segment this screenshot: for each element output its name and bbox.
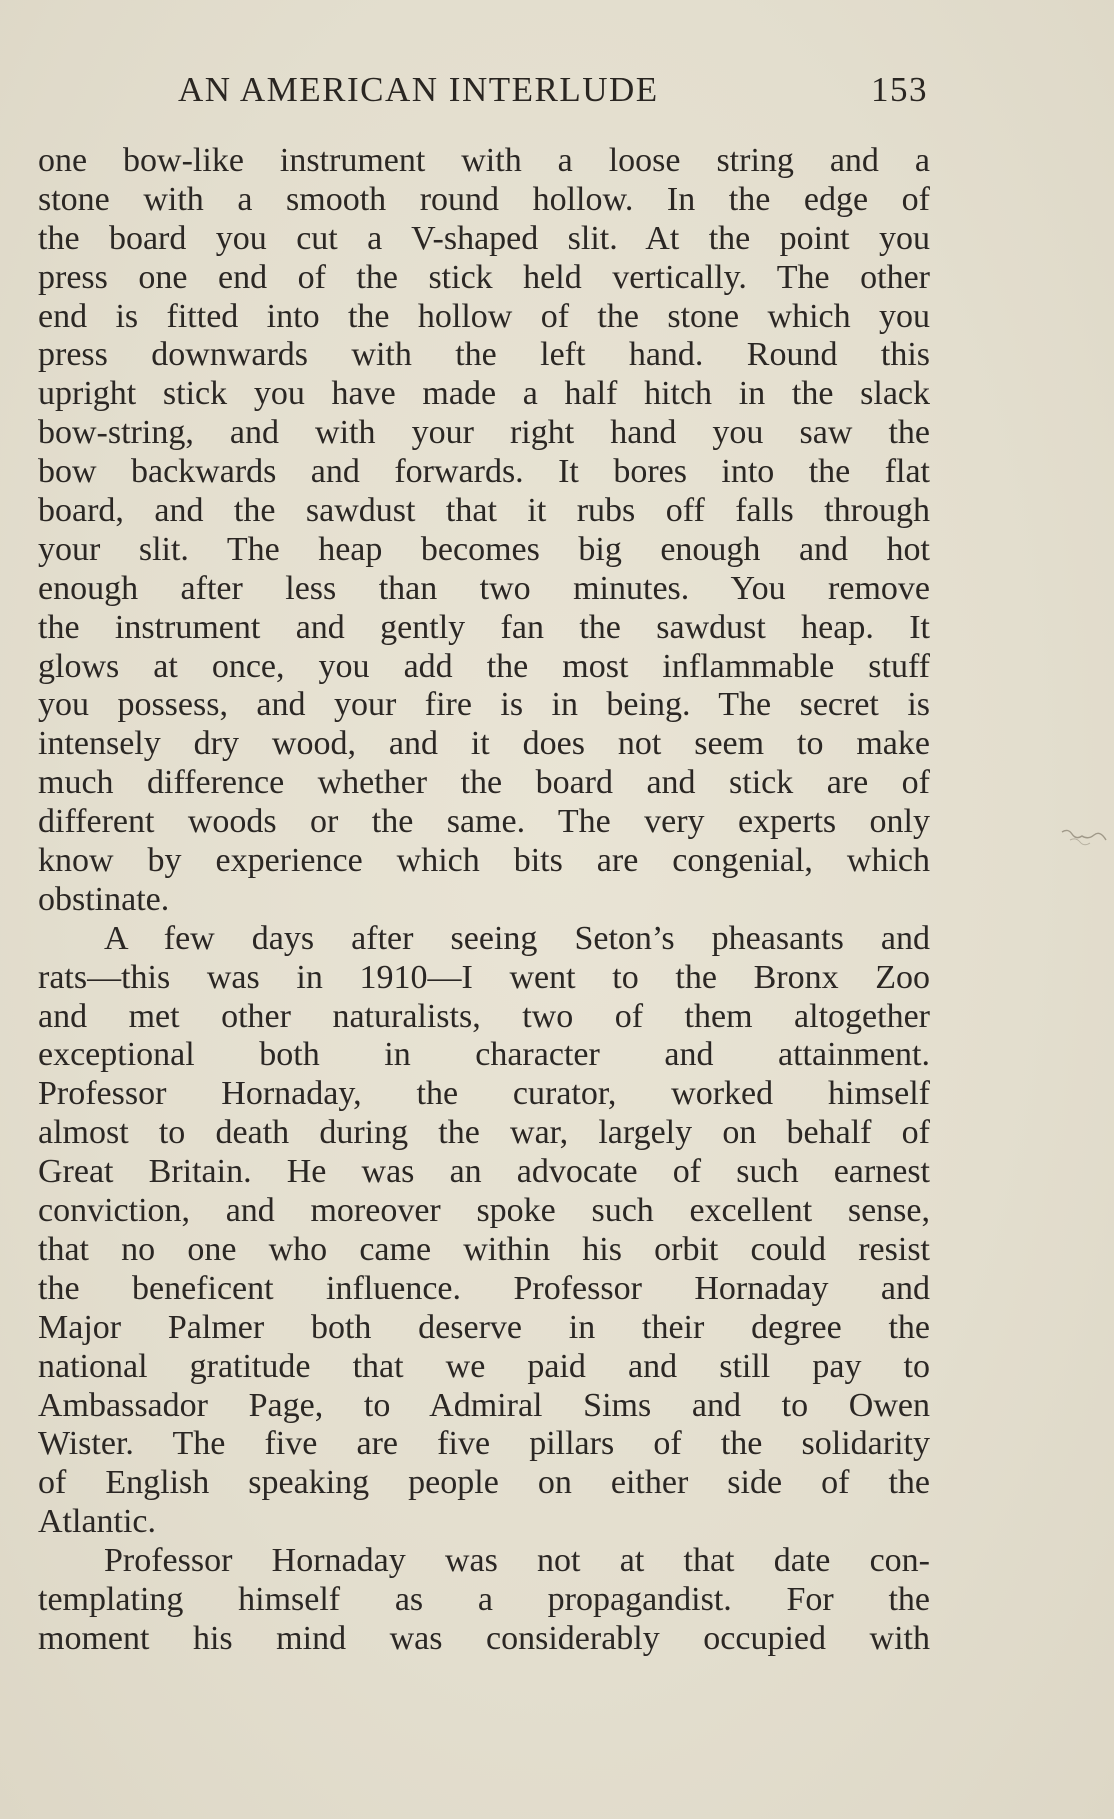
text-line: exceptional both in character and attainment. — [38, 1036, 930, 1074]
text-line: much difference whether the board and stick are of — [38, 764, 930, 802]
text-line: press one end of the stick held vertically. The other — [38, 258, 930, 296]
text-line: of English speaking people on either side of the — [38, 1464, 930, 1502]
text-line: rats—this was in 1910—I went to the Bronx Zoo — [38, 958, 930, 996]
text-line-paragraph-end: Atlantic. — [38, 1503, 157, 1541]
running-head — [178, 70, 928, 116]
text-line: and met other naturalists, two of them altogether — [38, 997, 930, 1035]
running-head-title: AN AMERICAN INTERLUDE — [178, 70, 659, 109]
text-line: Great Britain. He was an advocate of such earnest — [38, 1153, 930, 1191]
text-line: your slit. The heap becomes big enough and hot — [38, 530, 930, 568]
text-line: glows at once, you add the most inflammable stuff — [38, 647, 930, 685]
text-line: almost to death during the war, largely on behalf of — [38, 1114, 930, 1152]
text-line: enough after less than two minutes. You remove — [38, 569, 930, 607]
text-line-paragraph-end: obstinate. — [38, 880, 170, 918]
text-line: know by experience which bits are congenial, which — [38, 842, 930, 880]
text-line: the board you cut a V-shaped slit. At the point you — [38, 219, 930, 257]
text-line: bow-string, and with your right hand you saw the — [38, 414, 930, 452]
text-line: board, and the sawdust that it rubs off falls through — [38, 492, 930, 530]
body-text — [38, 142, 930, 1659]
page-number: 153 — [871, 70, 928, 109]
text-line: Major Palmer both deserve in their degree the — [38, 1308, 930, 1346]
text-line: upright stick you have made a half hitch in the slack — [38, 375, 930, 413]
text-line: the instrument and gently fan the sawdust heap. It — [38, 608, 930, 646]
text-line: press downwards with the left hand. Round this — [38, 336, 930, 374]
text-line: one bow-like instrument with a loose string and a — [38, 142, 930, 179]
text-line: the beneficent influence. Professor Hornaday and — [38, 1269, 930, 1307]
text-line: templating himself as a propagandist. For the — [38, 1580, 930, 1618]
text-line: that no one who came within his orbit could resist — [38, 1230, 930, 1268]
text-line: bow backwards and forwards. It bores into the flat — [38, 453, 930, 491]
text-line: conviction, and moreover spoke such excellent sense, — [38, 1192, 930, 1230]
text-line: national gratitude that we paid and still pay to — [38, 1347, 930, 1385]
text-line: Wister. The five are five pillars of the solidarity — [38, 1425, 930, 1463]
text-line: intensely dry wood, and it does not seem to make — [38, 725, 930, 763]
text-line: moment his mind was considerably occupied with — [38, 1619, 930, 1657]
text-line: end is fitted into the hollow of the stone which you — [38, 297, 930, 335]
text-line: Professor Hornaday, the curator, worked himself — [38, 1075, 930, 1113]
text-line: stone with a smooth round hollow. In the edge of — [38, 180, 930, 218]
margin-smudge-mark — [1060, 826, 1108, 848]
text-line-paragraph-start: A few days after seeing Seton’s pheasants and — [104, 919, 930, 957]
text-line: different woods or the same. The very experts only — [38, 803, 930, 841]
text-line: you possess, and your fire is in being. The secret is — [38, 686, 930, 724]
text-line: Ambassador Page, to Admiral Sims and to Owen — [38, 1386, 930, 1424]
text-line-paragraph-start: Professor Hornaday was not at that date con- — [104, 1542, 930, 1580]
